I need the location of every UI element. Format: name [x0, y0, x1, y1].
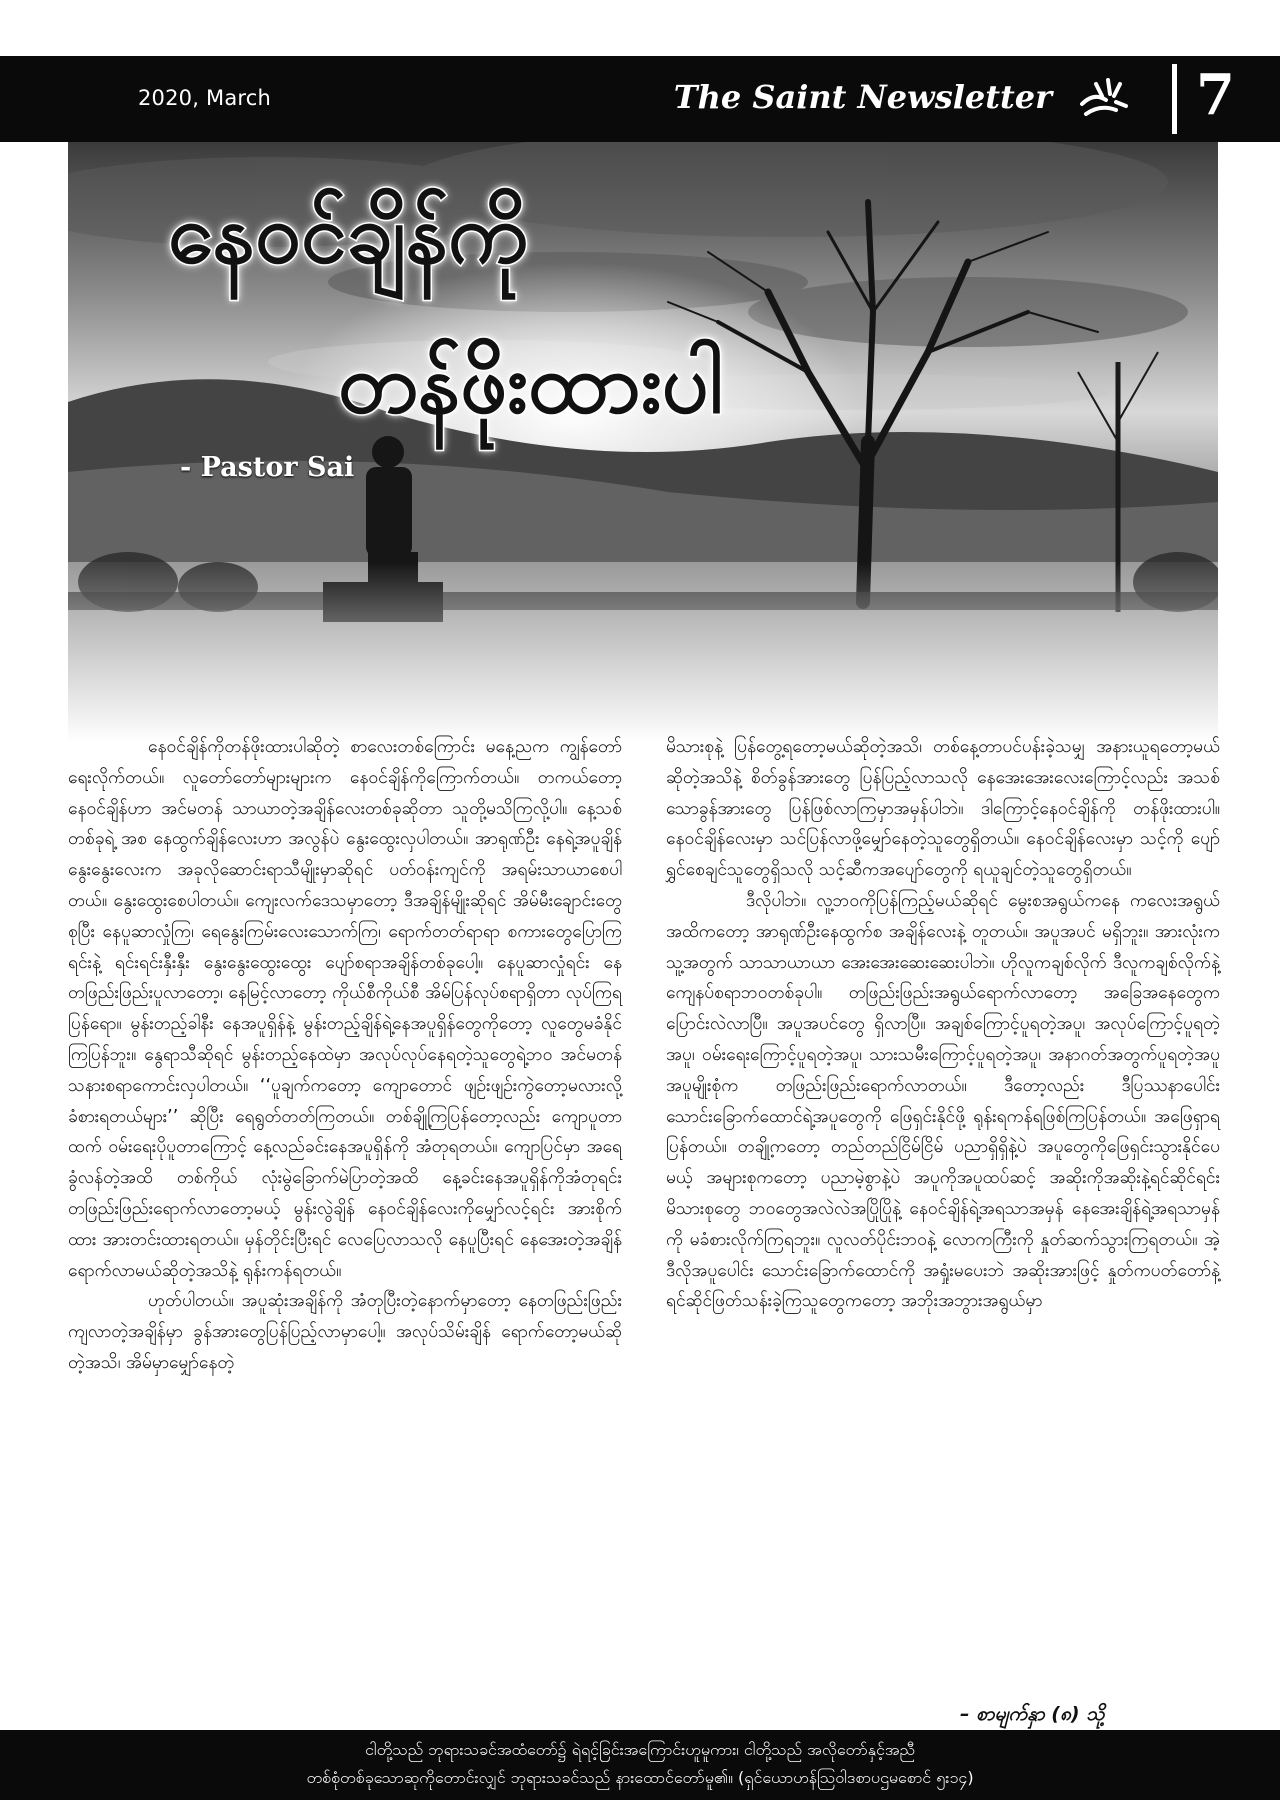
page-header	[0, 56, 1280, 142]
hero-image	[68, 142, 1218, 742]
issue-date: 2020, March	[138, 86, 272, 110]
newsletter-title: The Saint Newsletter	[673, 78, 1052, 116]
article-title-line2: တန်ဖိုးထားပါ	[338, 337, 723, 432]
article-right-column	[666, 732, 1220, 1317]
paragraph: ဒီလိုပါဘဲ။ လူ့ဘဝကိုပြန်ကြည့်မယ်ဆိုရင် မွေးစအရွယ်ကနေ ကလေးအရွယ်အထိကတော့ အာရုဏ်ဦးနေထွက်စ အချိန်လေးနဲ့ တူတယ်။ အပူအပင် မရှိဘူး။ အားလုံးကသူ့အတွက် သာသာယာယာ အေးအေးဆေးဆေးပါဘဲ။ ဟိုလူကချစ်လိုက် ဒီလူကချစ်လိုက်နဲ့ ကျေနပ်စရာဘဝတစ်ခုပါ။ တဖြည်းဖြည်းအရွယ်ရောက်လာတော့ အခြေအနေတွေက ပြောင်းလဲလာပြီ။ အပူအပင်တွေ ရှိလာပြီ။ အချစ်ကြောင့်ပူရတဲ့အပူ၊ အလုပ်ကြောင့်ပူရတဲ့အပူ၊ ဝမ်းရေးကြောင့်ပူရတဲ့အပူ၊ သားသမီးကြောင့်ပူရတဲ့အပူ၊ အနာဂတ်အတွက်ပူရတဲ့အပူ အပူမျိုးစုံက တဖြည်းဖြည်းရောက်လာတယ်။ ဒီတော့လည်း ဒီပြဿနာပေါင်းသောင်းခြောက်ထောင်ရဲ့အပူတွေကို ဖြေရှင်းနိုင်ဖို့ ရုန်းရကန်ရဖြစ်ကြပြန်တယ်။ အဖြေရှာရပြန်တယ်။ တချို့ကတော့ တည်တည်ငြိမ်ငြိမ် ပညာရှိရှိနဲ့ပဲ အပူတွေကိုဖြေရှင်းသွားနိုင်ပေမယ့် အများစုကတော့ ပညာမဲ့စွာနဲ့ပဲ အပူကိုအပူထပ်ဆင့် အဆိုးကိုအဆိုးနဲ့ရင်ဆိုင်ရင်း မိသားစုတွေ ဘဝတွေအလဲလဲအပြိုပြိုနဲ့ နေဝင်ချိန်ရဲ့အရသာအမှန် နေအေးချိန်ရဲ့အရသာမှန်ကို မခံစားလိုက်ကြရဘူး။ လူလတ်ပိုင်းဘဝနဲ့ လောကကြီးကို နှုတ်ဆက်သွားကြရတယ်။ အဲ့ဒီလိုအပူပေါင်း သောင်းခြောက်ထောင်ကို အရှုံးမပေးဘဲ အဆိုးအားဖြင့် နှုတ်ကပတ်တော်နဲ့ ရင်ဆိုင်ဖြတ်သန်းခဲ့ကြသူတွေကတော့ အဘိုးအဘွားအရွယ်မှာ	[666, 890, 1220, 1312]
paragraph: ဟုတ်ပါတယ်။ အပူဆုံးအချိန်ကို အံတုပြီးတဲ့နောက်မှာတော့ နေတဖြည်းဖြည်းကျလာတဲ့အချိန်မှာ ခွန်အားတွေပြန်ပြည့်လာမှာပေါ့။ အလုပ်သိမ်းချိန် ရောက်တော့မယ်ဆိုတဲ့အသိ၊ အိမ်မှာမျှော်နေတဲ့	[68, 1291, 622, 1373]
footer-verse	[0, 1730, 1280, 1800]
footer-verse-line2: တစ်စုံတစ်ခုသောဆုကိုတောင်းလျှင် ဘုရားသခင်သည် နားထောင်တော်မူ၏။ (ရှင်ယောဟန်ဩဝါဒစာပဌမစောင် ၅း၁၄)	[306, 1768, 974, 1787]
dove-cross-logo-icon	[1076, 74, 1130, 124]
article-title-line1: နေဝင်ချိန်ကို	[168, 187, 529, 282]
page-number: 7	[1196, 62, 1235, 128]
footer-verse-line1: ငါတို့သည် ဘုရားသခင်အထံတော်၌ ရဲရင့်ခြင်းအကြောင်းဟူမူကား၊ ငါတို့သည် အလိုတော်နှင့်အညီ	[365, 1740, 915, 1759]
article-author: - Pastor Sai	[180, 452, 355, 483]
paragraph: မိသားစုနဲ့ ပြန်တွေ့ရတော့မယ်ဆိုတဲ့အသိ၊ တစ်နေ့တာပင်ပန်းခဲ့သမျှ အနားယူရတော့မယ်ဆိုတဲ့အသိနဲ့ စိတ်ခွန်အားတွေ ပြန်ပြည့်လာသလို နေအေးအေးလေးကြောင့်လည်း အသစ်သောခွန်အားတွေ ပြန်ဖြစ်လာကြမှာအမှန်ပါဘဲ။ ဒါကြောင့်နေဝင်ချိန်ကို တန်ဖိုးထားပါ။ နေဝင်ချိန်လေးမှာ သင်ပြန်လာဖို့မျှော်နေတဲ့သူတွေရှိတယ်။ နေဝင်ချိန်လေးမှာ သင့်ကို ပျော်ရွှင်စေချင်သူတွေရှိသလို သင့်ဆီကအပျော်တွေကို ရယူချင်တဲ့သူတွေရှိတယ်။	[666, 737, 1220, 881]
continued-note: – စာမျက်နှာ (၈) သို့	[960, 1703, 1105, 1725]
article-left-column	[68, 732, 622, 1379]
header-divider	[1172, 64, 1177, 134]
paragraph: နေဝင်ချိန်ကိုတန်ဖိုးထားပါဆိုတဲ့ စာလေးတစ်ကြောင်း မနေ့ညက ကျွန်တော်ရေးလိုက်တယ်။ လူတော်တော်များများက နေဝင်ချိန်ကိုကြောက်တယ်။ တကယ်တော့ နေဝင်ချိန်ဟာ အင်မတန် သာယာတဲ့အချိန်လေးတစ်ခုဆိုတာ သူတို့မသိကြလို့ပါ။ နေ့သစ်တစ်ခုရဲ့ အစ နေထွက်ချိန်လေးဟာ အလွန်ပဲ နွေးထွေးလှပါတယ်။ အာရုဏ်ဦး နေရဲ့အပူချိန်နွေးနွေးလေးက အခုလိုဆောင်းရာသီမျိုးမှာဆိုရင် ပတ်ဝန်းကျင်ကို အရမ်းသာယာစေပါတယ်။ နွေးထွေးစေပါတယ်။ ကျေးလက်ဒေသမှာတော့ ဒီအချိန်မျိုးဆိုရင် အိမ်မီးချောင်းတွေစုပြီး နေပူဆာလှုံကြ၊ ရေနွေးကြမ်းလေးသောက်ကြ၊ ရောက်တတ်ရာရာ စကားတွေပြောကြရင်းနဲ့ ရင်းရင်းနှီးနှီး နွေးနွေးထွေးထွေး ပျော်စရာအချိန်တစ်ခုပေါ့။ နေပူဆာလှုံရင်း နေတဖြည်းဖြည်းပူလာတော့၊ နေမြင့်လာတော့ ကိုယ်စီကိုယ်စီ အိမ်ပြန်လုပ်စရာရှိတာ လုပ်ကြရပြန်ရော။ မွန်းတည့်ခါနီး နေအပူရှိန်နဲ့ မွန်းတည့်ချိန်ရဲ့နေအပူရှိန်တွေကိုတော့ လူတွေမခံနိုင်ကြပြန်ဘူး။ နွေရာသီဆိုရင် မွန်းတည့်နေထဲမှာ အလုပ်လုပ်နေရတဲ့သူတွေရဲ့ဘဝ အင်မတန်သနားစရာကောင်းလှပါတယ်။ ‘‘ပူချက်ကတော့ ကျောတောင် ဖျဉ်းဖျဉ်းကွဲတော့မလားလို့ ခံစားရတယ်များ’’ ဆိုပြီး ရေရွတ်တတ်ကြတယ်။ တစ်ချို့ကြပြန်တော့လည်း ကျောပူတာထက် ဝမ်းရေးပိုပူတာကြောင့် နေ့လည်ခင်းနေအပူရှိန်ကို အံတုရတယ်။ ကျောပြင်မှာ အရေခွံလန်တဲ့အထိ တစ်ကိုယ် လုံးမွဲခြောက်မဲပြာတဲ့အထိ နေ့ခင်းနေအပူရှိန်ကိုအံတုရင်း တဖြည်းဖြည်းရောက်လာတော့မယ့် မွန်းလွဲချိန် နေဝင်ချိန်လေးကိုမျှော်လင့်ရင်း အားစိုက်ထား အားတင်းထားရတယ်။ မှန်တိုင်းပြီးရင် လေပြေလာသလို နေပူပြီးရင် နေအေးတဲ့အချိန် ရောက်လာမယ်ဆိုတဲ့အသိနဲ့ ရုန်းကန်ရတယ်။	[68, 737, 622, 1281]
